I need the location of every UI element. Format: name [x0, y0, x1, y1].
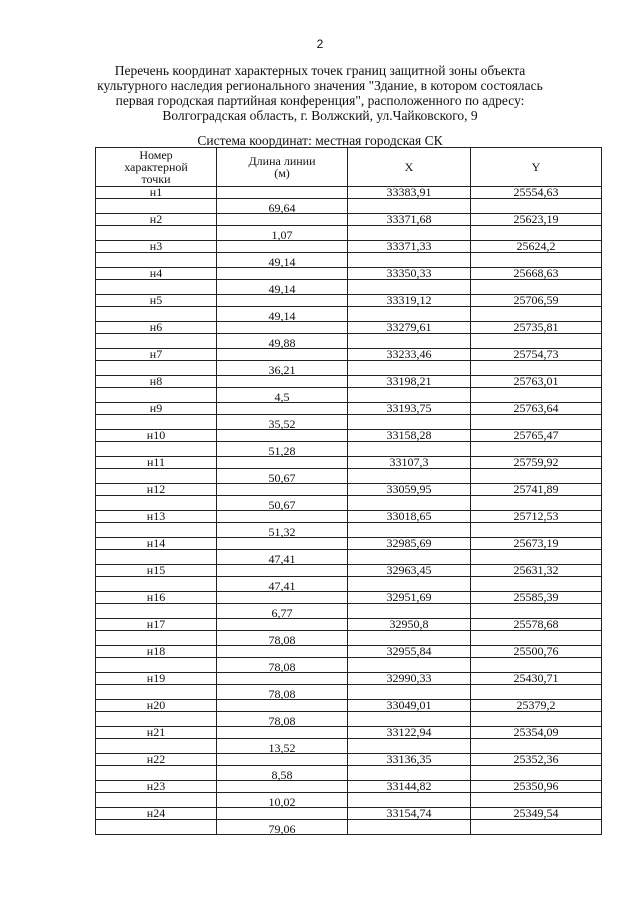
length-cell [217, 361, 348, 376]
table-row [96, 700, 602, 712]
table-row [96, 349, 602, 361]
y-cell: 25350,96 [471, 781, 602, 793]
length-value: 6,77 [271, 606, 293, 620]
x-cell: 33018,65 [348, 511, 471, 523]
x-cell: 33319,12 [348, 295, 471, 307]
point-name-cell: н8 [96, 376, 217, 388]
point-name-cell: н10 [96, 430, 217, 442]
empty-cell [217, 592, 348, 604]
header-y: Y [471, 148, 602, 187]
y-cell: 25668,63 [471, 268, 602, 280]
table-row [96, 808, 602, 820]
page-number: 2 [316, 37, 324, 51]
y-cell: 25741,89 [471, 484, 602, 496]
y-cell: 25763,01 [471, 376, 602, 388]
x-cell: 32963,45 [348, 565, 471, 577]
length-value: 51,28 [268, 444, 296, 458]
x-cell: 33193,75 [348, 403, 471, 415]
y-cell: 25623,19 [471, 214, 602, 226]
length-value: 47,41 [268, 552, 296, 566]
table-row [96, 754, 602, 766]
empty-cell [217, 565, 348, 577]
y-cell: 25735,81 [471, 322, 602, 334]
empty-cell [217, 727, 348, 739]
header-line: Номер [139, 148, 173, 162]
point-name-cell: н24 [96, 808, 217, 820]
y-cell: 25673,19 [471, 538, 602, 550]
empty-cell [217, 754, 348, 766]
length-value: 78,08 [268, 633, 296, 647]
table-row [96, 592, 602, 604]
header-line-length [217, 148, 348, 187]
x-cell: 33049,01 [348, 700, 471, 712]
point-name-cell: н19 [96, 673, 217, 685]
header-line: Длина линии [248, 154, 316, 168]
y-cell: 25354,09 [471, 727, 602, 739]
table-row [96, 214, 602, 226]
point-name-cell: н1 [96, 187, 217, 199]
y-cell: 25349,54 [471, 808, 602, 820]
point-name-cell: н23 [96, 781, 217, 793]
y-cell: 25379,2 [471, 700, 602, 712]
empty-cell [217, 214, 348, 226]
point-name-cell: н3 [96, 241, 217, 253]
title-line: первая городская партийная конференция", расположенного по адресу: [115, 93, 525, 108]
table-row [96, 403, 602, 415]
length-value: 50,67 [268, 471, 296, 485]
length-cell [217, 280, 348, 295]
x-cell: 33059,95 [348, 484, 471, 496]
x-cell: 33279,61 [348, 322, 471, 334]
length-value: 49,88 [268, 336, 296, 350]
empty-cell [217, 349, 348, 361]
table-row [96, 646, 602, 658]
y-cell: 25712,53 [471, 511, 602, 523]
length-value: 78,08 [268, 660, 296, 674]
point-name-cell: н5 [96, 295, 217, 307]
empty-cell [471, 820, 602, 835]
point-name-cell: н4 [96, 268, 217, 280]
x-cell: 32951,69 [348, 592, 471, 604]
point-name-cell: н11 [96, 457, 217, 469]
length-cell [217, 577, 348, 592]
x-cell: 33122,94 [348, 727, 471, 739]
length-cell [217, 820, 348, 835]
length-value: 36,21 [268, 363, 296, 377]
empty-cell [217, 430, 348, 442]
y-cell: 25754,73 [471, 349, 602, 361]
length-value: 49,14 [268, 255, 296, 269]
table-row [96, 430, 602, 442]
length-cell [217, 604, 348, 619]
empty-cell [217, 484, 348, 496]
empty-cell [217, 646, 348, 658]
empty-cell [217, 187, 348, 199]
length-cell [217, 415, 348, 430]
table-row [96, 241, 602, 253]
x-cell: 33233,46 [348, 349, 471, 361]
x-cell: 33383,91 [348, 187, 471, 199]
empty-cell [217, 376, 348, 388]
coordinates-table [95, 147, 602, 835]
empty-cell [217, 619, 348, 631]
length-row [96, 820, 602, 835]
x-cell: 33136,35 [348, 754, 471, 766]
empty-cell [217, 808, 348, 820]
x-cell: 32985,69 [348, 538, 471, 550]
header-line: точки [141, 172, 171, 186]
table-row [96, 673, 602, 685]
length-value: 51,32 [268, 525, 296, 539]
table-row [96, 187, 602, 199]
empty-cell [217, 673, 348, 685]
y-cell: 25578,68 [471, 619, 602, 631]
length-cell [217, 442, 348, 457]
empty-cell [217, 538, 348, 550]
length-value: 79,06 [268, 822, 296, 836]
table-row [96, 727, 602, 739]
length-value: 78,08 [268, 687, 296, 701]
length-cell [217, 766, 348, 781]
length-value: 35,52 [268, 417, 296, 431]
x-cell: 33144,82 [348, 781, 471, 793]
length-cell [217, 388, 348, 403]
x-cell: 33371,33 [348, 241, 471, 253]
table-row [96, 565, 602, 577]
point-name-cell: н14 [96, 538, 217, 550]
length-cell [217, 793, 348, 808]
length-cell [217, 685, 348, 700]
length-cell [217, 739, 348, 754]
table-row [96, 295, 602, 307]
table-row [96, 376, 602, 388]
header-line: (м) [274, 166, 290, 180]
length-cell [217, 199, 348, 214]
length-cell [217, 631, 348, 646]
length-value: 1,07 [271, 228, 293, 242]
point-name-cell: н20 [96, 700, 217, 712]
table-row [96, 781, 602, 793]
y-cell: 25765,47 [471, 430, 602, 442]
length-value: 13,52 [268, 741, 296, 755]
x-cell: 33350,33 [348, 268, 471, 280]
point-name-cell: н15 [96, 565, 217, 577]
point-name-cell: н9 [96, 403, 217, 415]
point-name-cell: н7 [96, 349, 217, 361]
length-value: 47,41 [268, 579, 296, 593]
empty-cell [217, 403, 348, 415]
y-cell: 25759,92 [471, 457, 602, 469]
empty-cell [217, 268, 348, 280]
length-value: 49,14 [268, 282, 296, 296]
length-value: 50,67 [268, 498, 296, 512]
point-name-cell: н18 [96, 646, 217, 658]
length-cell [217, 550, 348, 565]
header-x: X [348, 148, 471, 187]
empty-cell [217, 322, 348, 334]
length-value: 4,5 [274, 390, 290, 404]
point-name-cell: н12 [96, 484, 217, 496]
table-row [96, 457, 602, 469]
x-cell: 33154,74 [348, 808, 471, 820]
y-cell: 25763,64 [471, 403, 602, 415]
empty-cell [217, 511, 348, 523]
empty-cell [217, 457, 348, 469]
table-row [96, 619, 602, 631]
length-value: 49,14 [268, 309, 296, 323]
empty-cell [217, 241, 348, 253]
y-cell: 25554,63 [471, 187, 602, 199]
length-value: 78,08 [268, 714, 296, 728]
y-cell: 25624,2 [471, 241, 602, 253]
table-row [96, 511, 602, 523]
title-line: Перечень координат характерных точек границ защитной зоны объекта [114, 63, 526, 78]
x-cell: 33371,68 [348, 214, 471, 226]
table-row [96, 484, 602, 496]
coordinate-system-caption: Система координат: местная городская СК [197, 133, 443, 148]
table-row [96, 322, 602, 334]
y-cell: 25352,36 [471, 754, 602, 766]
empty-cell [217, 781, 348, 793]
x-cell: 32990,33 [348, 673, 471, 685]
empty-cell [217, 295, 348, 307]
y-cell: 25631,32 [471, 565, 602, 577]
y-cell: 25706,59 [471, 295, 602, 307]
y-cell: 25430,71 [471, 673, 602, 685]
length-value: 10,02 [268, 795, 296, 809]
length-value: 69,64 [268, 201, 296, 215]
x-cell: 33198,21 [348, 376, 471, 388]
table-row [96, 268, 602, 280]
length-cell [217, 523, 348, 538]
x-cell: 33107,3 [348, 457, 471, 469]
length-cell [217, 658, 348, 673]
title-line: культурного наследия регионального значения "Здание, в котором состоялась [97, 78, 543, 93]
length-cell [217, 253, 348, 268]
table-row [96, 538, 602, 550]
x-cell: 32955,84 [348, 646, 471, 658]
title-line: Волгоградская область, г. Волжский, ул.Чайковского, 9 [162, 108, 478, 123]
point-name-cell: н21 [96, 727, 217, 739]
point-name-cell: н22 [96, 754, 217, 766]
point-name-cell: н17 [96, 619, 217, 631]
header-line: характерной [124, 160, 188, 174]
empty-cell [96, 820, 217, 835]
empty-cell [348, 820, 471, 835]
table-header-row [96, 148, 602, 187]
empty-cell [217, 700, 348, 712]
y-cell: 25500,76 [471, 646, 602, 658]
length-cell [217, 712, 348, 727]
y-cell: 25585,39 [471, 592, 602, 604]
point-name-cell: н2 [96, 214, 217, 226]
point-name-cell: н6 [96, 322, 217, 334]
length-cell [217, 226, 348, 241]
length-cell [217, 496, 348, 511]
length-cell [217, 334, 348, 349]
length-cell [217, 469, 348, 484]
header-point-number [96, 148, 217, 187]
point-name-cell: н13 [96, 511, 217, 523]
x-cell: 33158,28 [348, 430, 471, 442]
length-value: 8,58 [271, 768, 293, 782]
document-title [60, 63, 580, 123]
x-cell: 32950,8 [348, 619, 471, 631]
length-cell [217, 307, 348, 322]
point-name-cell: н16 [96, 592, 217, 604]
